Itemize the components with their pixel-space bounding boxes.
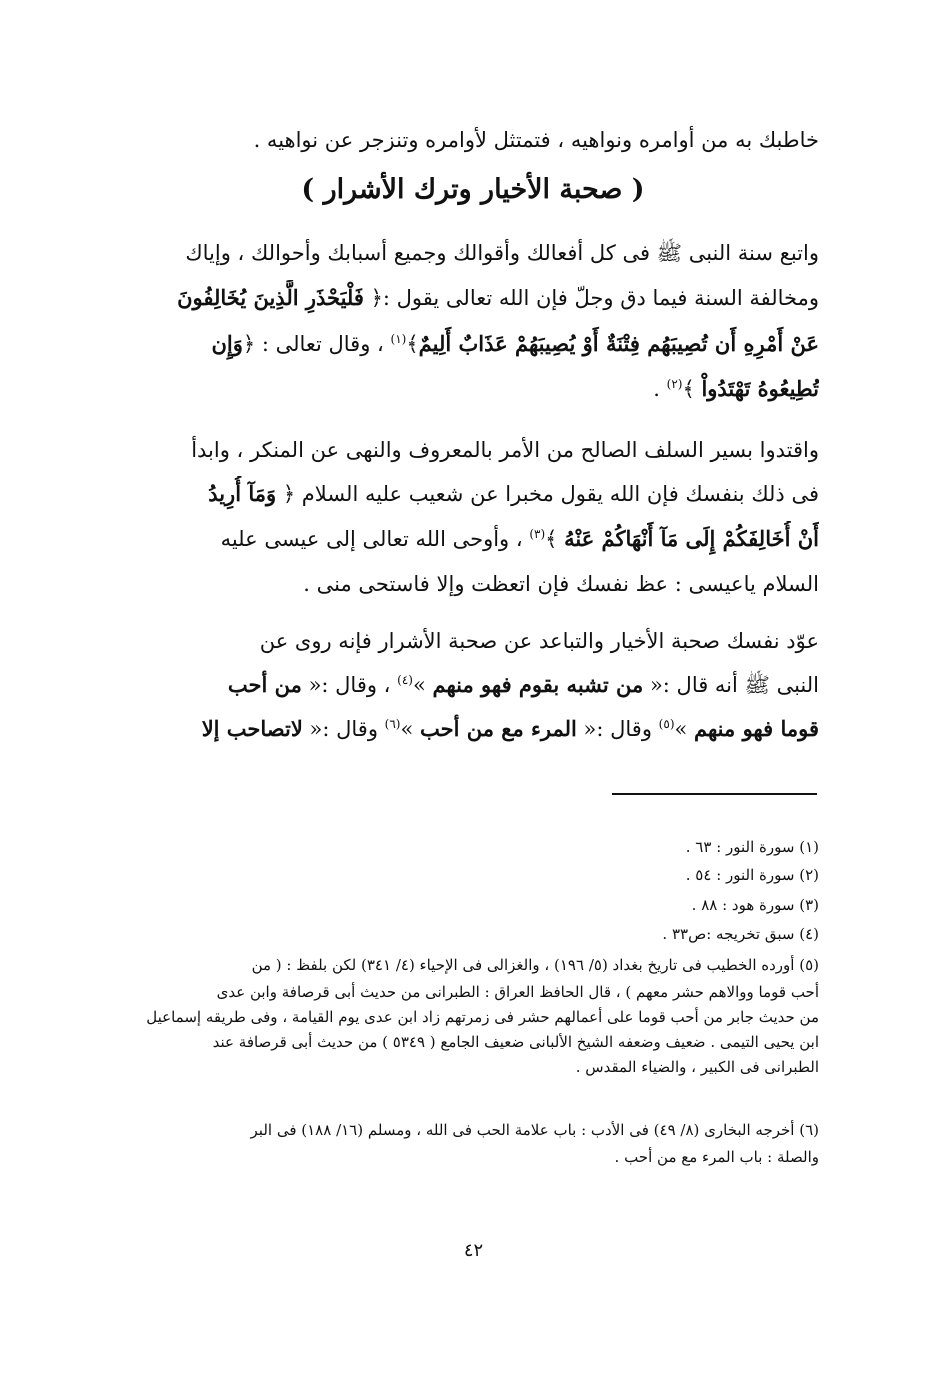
p1-l3-text: ، وقال تعالى : ﴿ [242, 332, 391, 356]
p1-l4-end: . [653, 377, 667, 401]
p2-l3-bracket: ﴾ [545, 527, 565, 551]
footnote-1: (١) سورة النور : ٦٣ . [685, 838, 819, 856]
p1-l4-bracket: ﴾ [682, 377, 702, 401]
quran-verse-1-start: فَلْيَحْذَرِ الَّذِينَ يُخَالِفُونَ [177, 285, 364, 310]
p2-l3-text: ، وأوحى الله تعالى إلى عيسى عليه [220, 527, 530, 551]
p3-l3-quote-close-2: » [400, 717, 420, 741]
footnote-ref-3: (٣) [529, 527, 546, 541]
quran-verse-2-start: وَإِن [211, 331, 243, 356]
hadith-1: من تشبه بقوم فهو منهم [432, 672, 644, 697]
footnote-6-line-1: (٦) أخرجه البخارى (٨/ ٤٩) فى الأدب : باب علامة الحب فى الله ، ومسلم (١٦/ ١٨٨) فى البر [250, 1121, 819, 1139]
hadith-2-start: من أحب [227, 672, 302, 697]
footnote-ref-6: (٦) [384, 717, 401, 731]
footnote-2: (٢) سورة النور : ٥٤ . [685, 866, 819, 884]
footnote-3: (٣) سورة هود : ٨٨ . [691, 896, 819, 914]
p3-line-3 [129, 711, 819, 747]
p3-l3-quote-close: » [674, 717, 695, 741]
p3-l3-text-2: وقال :« [302, 717, 385, 741]
p1-l3-bracket: ﴾ [406, 332, 419, 356]
footnote-ref-5: (٥) [658, 717, 675, 731]
p1-l2-text: ومخالفة السنة فيما دق وجلّ فإن الله تعالى يقول :﴿ [363, 286, 819, 310]
footnote-5-line-1: (٥) أورده الخطيب فى تاريخ بغداد (٥/ ١٩٦) ، والغزالى فى الإحياء (٤/ ٣٤١) لكن بلفظ : ( من [251, 956, 819, 974]
footnote-separator [612, 793, 817, 795]
intro-line: خاطبك به من أوامره ونواهيه ، فتمتثل لأوامره وتنزجر عن نواهيه . [253, 128, 819, 152]
footnote-ref-2: (٢) [666, 377, 683, 391]
p2-line-3 [129, 521, 819, 557]
hadith-2-end: قوما فهو منهم [694, 716, 819, 741]
footnote-ref-4: (٤) [397, 673, 413, 687]
p3-l3-text: وقال :« [576, 717, 659, 741]
quran-verse-3-end: أَنْ أُخَالِفَكُمْ إِلَى مَآ أَنْهَاكُمْ عَنْهُ [564, 526, 819, 551]
p2-line-4: السلام ياعيسى : عظ نفسك فإن اتعظت وإلا فاستحى منى . [303, 572, 819, 596]
footnote-4: (٤) سبق تخريجه :ص٣٣ . [662, 925, 819, 943]
p1-line-1: واتبع سنة النبى ﷺ فى كل أفعالك وأقوالك وجميع أسبابك وأحوالك ، وإياك [185, 241, 819, 265]
quran-verse-2-end: تُطِيعُوهُ تَهْتَدُواْ [701, 376, 819, 401]
section-heading: ( صحبة الأخيار وترك الأشرار ) [301, 174, 645, 205]
p3-line-1: عوّد نفسك صحبة الأخيار والتباعد عن صحبة الأشرار فإنه روى عن [259, 629, 819, 653]
p1-line-4 [129, 371, 819, 407]
p3-line-2 [129, 667, 819, 703]
p2-l2-text: فى ذلك بنفسك فإن الله يقول مخبرا عن شعيب عليه السلام ﴿ [276, 482, 819, 506]
p3-l2-text: النبى ﷺ أنه قال :« [643, 673, 819, 697]
footnote-6-line-2: والصلة : باب المرء مع من أحب . [614, 1148, 819, 1166]
p1-line-2 [129, 280, 819, 316]
quran-verse-3-start: وَمَآ أُرِيدُ [208, 481, 277, 506]
footnote-5-line-2: أحب قوما ووالاهم حشر معهم ) ، قال الحافظ العراق : الطبرانى من حديث أبى قرصافة وابن عدى [216, 983, 819, 1001]
page-number: ٤٢ [463, 1240, 484, 1261]
footnote-ref-1: (١) [390, 332, 407, 346]
p2-line-2 [129, 476, 819, 512]
footnote-5-line-5: الطبرانى فى الكبير ، والضياء المقدس . [575, 1058, 819, 1076]
hadith-3: المرء مع من أحب [420, 716, 577, 741]
hadith-4-start: لاتصاحب إلا [201, 716, 303, 741]
quran-verse-1-end: عَنْ أَمْرِهِ أَن تُصِيبَهُم فِتْنَةٌ أَوْ يُصِيبَهُمْ عَذَابٌ أَلِيمٌ [418, 331, 819, 356]
footnote-5-line-4: ابن يحيى التيمى . ضعيف وضعفه الشيخ الألبانى ضعيف الجامع ( ٥٣٤٩ ) من حديث أبى قرصافة عند [212, 1033, 819, 1051]
p2-line-1: واقتدوا بسير السلف الصالح من الأمر بالمعروف والنهى عن المنكر ، وابدأ [191, 438, 819, 462]
p1-line-3 [129, 326, 819, 362]
p3-l2-quote-close: » [412, 673, 433, 697]
footnote-5-line-3: من حديث جابر من أحب قوما على أعمالهم حشر فى زمرتهم زاد ابن عدى يوم القيامة ، وفى طريقه إسماعيل [146, 1008, 819, 1026]
p3-l2-text-2: ، وقال :« [301, 673, 398, 697]
